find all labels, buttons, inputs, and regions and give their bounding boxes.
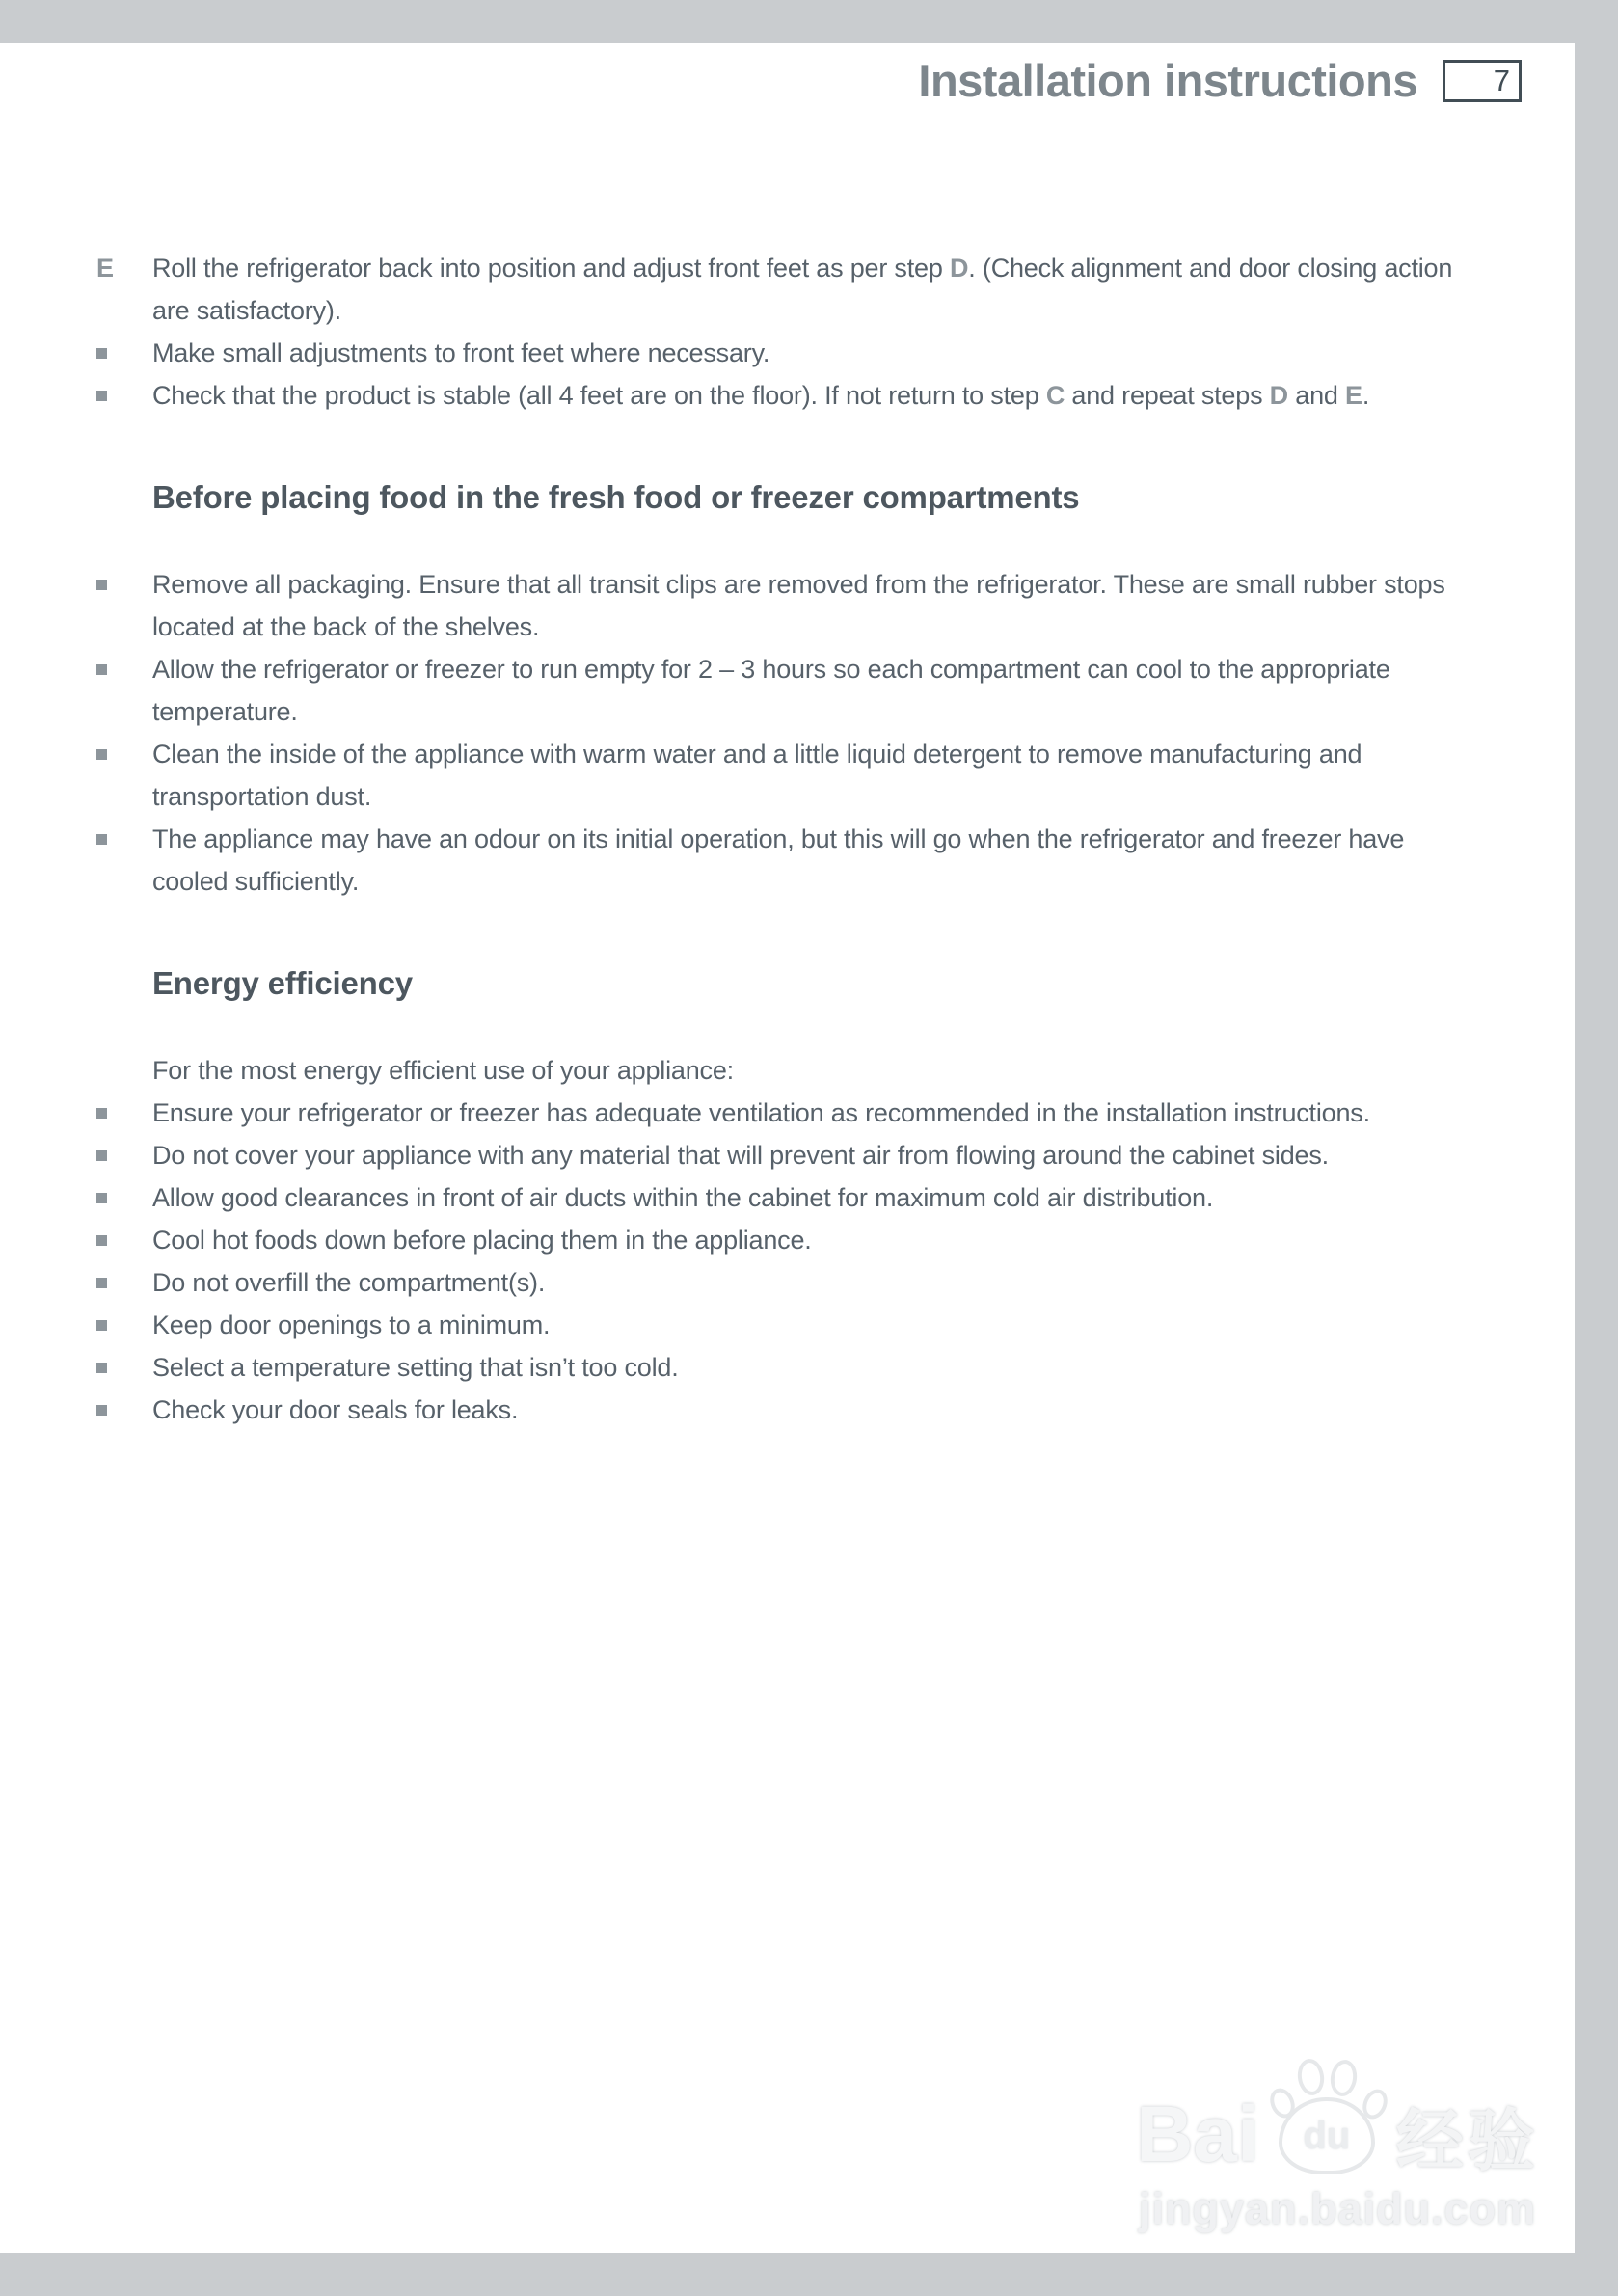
list-marker-column: [96, 247, 152, 289]
scan-frame-bottom: [0, 2253, 1618, 2296]
bullet-square-icon: [96, 580, 107, 590]
text-run: Remove all packaging. Ensure that all transit clips are removed from the refrigerator. These are small rubber stops located at the back of the shelves.: [152, 570, 1445, 641]
list-item-text: [152, 563, 1454, 648]
text-run: D: [949, 254, 969, 283]
list-item-text: [152, 1346, 679, 1389]
baidu-jingyan-label: 经验: [1395, 2103, 1539, 2178]
scan-frame-top: [0, 0, 1618, 43]
list-item-text: [152, 1304, 550, 1346]
bullet-square-icon: [96, 1193, 107, 1203]
bullet-square-icon: [96, 1405, 107, 1416]
text-run: Keep door openings to a minimum.: [152, 1310, 551, 1339]
page-header: [918, 54, 1522, 107]
list-item: [96, 374, 1522, 417]
list-marker-column: [96, 1134, 152, 1161]
list-item: [96, 733, 1522, 818]
text-run: Roll the refrigerator back into position and adjust front feet as per step: [152, 254, 950, 283]
paragraph: For the most energy efficient use of your appliance:: [152, 1056, 734, 1085]
list-item: [96, 1219, 1522, 1261]
watermark: [1111, 2057, 1564, 2234]
page-number: 7: [1493, 63, 1510, 97]
section-heading: Before placing food in the fresh food or freezer compartments: [152, 479, 1080, 515]
text-run: and repeat steps: [1065, 381, 1270, 410]
list-item-text: [152, 1219, 812, 1261]
list-item: [96, 1304, 1522, 1346]
content: [96, 247, 1522, 1431]
list-marker-column: [96, 332, 152, 359]
bullet-square-icon: [96, 664, 107, 675]
text-run: Select a temperature setting that isn’t too cold.: [152, 1353, 679, 1382]
list-item: [96, 247, 1522, 332]
bullet-square-icon: [96, 391, 107, 401]
list-item: [96, 1134, 1522, 1176]
paw-toe-icon: [1328, 2058, 1359, 2097]
bullet-square-icon: [96, 1363, 107, 1373]
list-item-text: [152, 247, 1454, 332]
text-run: and: [1287, 381, 1346, 410]
list-item: [96, 1346, 1522, 1389]
bullet-square-icon: [96, 1278, 107, 1288]
section-heading: Energy efficiency: [152, 965, 413, 1001]
list-marker-column: [96, 563, 152, 590]
bullet-square-icon: [96, 348, 107, 359]
list-item: [96, 1261, 1522, 1304]
list-item-text: [152, 374, 1369, 417]
text-run: The appliance may have an odour on its initial operation, but this will go when the refrigerator and freezer have cooled sufficiently.: [152, 824, 1405, 896]
text-run: Make small adjustments to front feet where necessary.: [152, 338, 770, 367]
list-marker-column: [96, 374, 152, 401]
paw-toe-icon: [1295, 2057, 1326, 2096]
text-run: . (Check alignment and door closing action are satisfactory).: [152, 254, 1453, 325]
list-marker-column: [96, 818, 152, 845]
list-marker-column: [96, 1219, 152, 1246]
list-marker-column: [96, 1389, 152, 1416]
list-item-text: [152, 1092, 1370, 1134]
page-number-box: [1443, 60, 1522, 102]
text-run: D: [1269, 381, 1288, 410]
baidu-paw-icon: [1267, 2057, 1389, 2174]
bullet-square-icon: [96, 1235, 107, 1246]
text-run: C: [1045, 381, 1065, 410]
bullet-square-icon: [96, 1320, 107, 1331]
text-run: Allow good clearances in front of air ducts within the cabinet for maximum cold air distribution.: [152, 1183, 1214, 1212]
list-item-text: [152, 1176, 1213, 1219]
text-run: Allow the refrigerator or freezer to run empty for 2 – 3 hours so each compartment can cool to the appropriate temperature.: [152, 655, 1390, 726]
list-item-text: [152, 1261, 545, 1304]
scan-frame-right: [1575, 0, 1618, 2296]
list-item-text: [152, 1134, 1329, 1176]
bullet-square-icon: [96, 749, 107, 760]
step-letter-marker: E: [96, 254, 115, 283]
paw-pad-icon: du: [1279, 2097, 1375, 2174]
page-title: Installation instructions: [918, 55, 1417, 106]
list-item: [96, 563, 1522, 648]
bullet-square-icon: [96, 834, 107, 845]
text-run: Do not cover your appliance with any material that will prevent air from flowing around the cabinet sides.: [152, 1141, 1329, 1170]
baidu-logo: [1111, 2057, 1564, 2178]
list-marker-column: [96, 733, 152, 760]
text-run: Cool hot foods down before placing them in the appliance.: [152, 1226, 812, 1255]
list-item-text: [152, 818, 1454, 903]
watermark-url: jingyan.baidu.com: [1138, 2184, 1537, 2233]
list-item-text: [152, 1389, 518, 1431]
list-item-text: [152, 733, 1454, 818]
text-run: .: [1362, 381, 1370, 410]
text-run: Ensure your refrigerator or freezer has adequate ventilation as recommended in the installation instructions.: [152, 1098, 1370, 1127]
list-item: [96, 1176, 1522, 1219]
list-item: [96, 818, 1522, 903]
text-run: Check that the product is stable (all 4 feet are on the floor). If not return to step: [152, 381, 1046, 410]
list-item-text: [152, 332, 769, 374]
list-marker-column: [96, 1346, 152, 1373]
list-item: [96, 1092, 1522, 1134]
bullet-square-icon: [96, 1108, 107, 1119]
list-marker-column: [96, 1304, 152, 1331]
text-run: E: [1345, 381, 1362, 410]
list-item: [96, 1389, 1522, 1431]
text-run: Check your door seals for leaks.: [152, 1395, 519, 1424]
list-marker-column: [96, 1176, 152, 1203]
list-item: [96, 332, 1522, 374]
list-marker-column: [96, 648, 152, 675]
list-item: [96, 648, 1522, 733]
list-marker-column: [96, 1092, 152, 1119]
bullet-square-icon: [96, 1150, 107, 1161]
list-item-text: [152, 648, 1454, 733]
baidu-wordmark: Bai: [1136, 2091, 1259, 2178]
text-run: Clean the inside of the appliance with warm water and a little liquid detergent to remove manufacturing and transportation dust.: [152, 740, 1362, 811]
text-run: Do not overfill the compartment(s).: [152, 1268, 546, 1297]
list-marker-column: [96, 1261, 152, 1288]
